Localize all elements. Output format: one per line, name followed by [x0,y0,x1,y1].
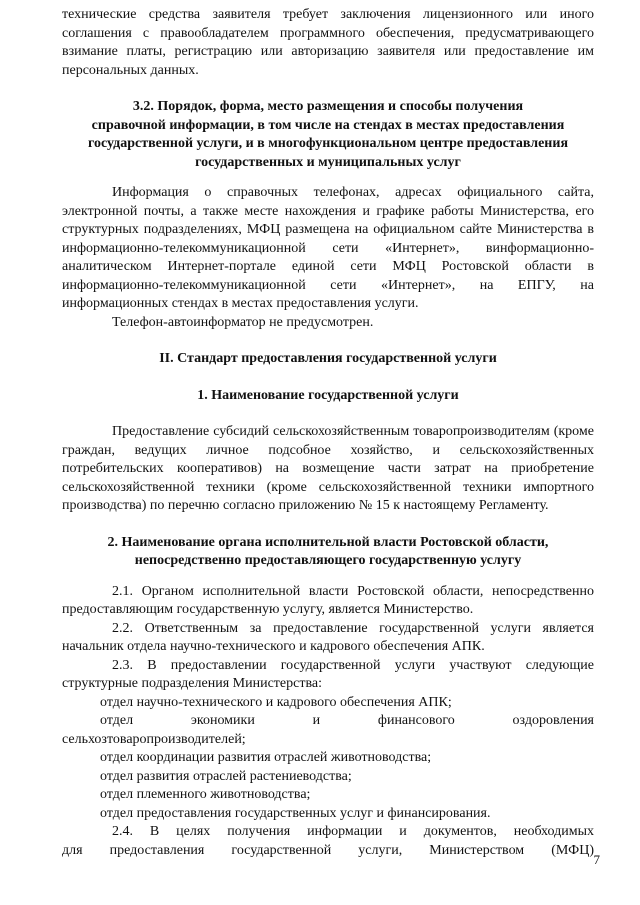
department-item: отдел предоставления государственных услуг и финансирования. [100,805,491,821]
paragraph-2-2: 2.2. Ответственным за предоставление государственной услуги является начальник отдела научно-технического и кадрового обеспечения АПК. [62,620,594,654]
section-2-heading: 2. Наименование органа исполнительной власти Ростовской области, непосредственно предоставляющего государственную услугу [107,534,549,568]
department-item-continuation: сельхозтоваропроизводителей; [62,731,246,747]
paragraph-2-4-line-2: для предоставления государственной услуги, Министерством (МФЦ) [62,842,594,858]
department-item: отдел племенного животноводства; [100,787,311,802]
section-1-paragraph: Предоставление субсидий сельскохозяйственным товаропроизводителям (кроме граждан, ведущих личное подсобное хозяйство, и сельскохозяйственных потребительских кооперативов) на возмещение части затрат на приобретение сельскохозяйственной техники (кроме сельскохозяйственной техники импортного производства) по перечню согласно приложению № 15 к настоящему Регламенту. [62,424,594,513]
paragraph-2-1: 2.1. Органом исполнительной власти Ростовской области, непосредственно предоставляющим государственную услугу, является Министерство. [62,583,594,617]
page-content [62,6,594,860]
section-3-2-heading: 3.2. Порядок, форма, место размещения и способы получения справочной информации, в том числе на стендах в местах предоставления государственной услуги, и в многофункциональном центре предоставления государственных и муниципальных услуг [87,99,569,170]
department-item: отдел координации развития отраслей животноводства; [100,750,432,765]
department-item: отдел развития отраслей растениеводства; [100,768,352,784]
page-number: 7 [593,852,600,867]
paragraph-2-3: 2.3. В предоставлении государственной услуги участвуют следующие структурные подразделения Министерства: [62,657,594,691]
department-item: отдел экономики и финансового оздоровления [100,713,594,728]
part-2-heading: II. Стандарт предоставления государственной услуги [159,351,497,366]
intro-paragraph: технические средства заявителя требует заключения лицензионного или иного соглашения с правообладателем программного обеспечения, предусматривающего взимание платы, регистрацию или авторизацию заявителя или предоставление им персональных данных. [62,7,594,78]
section-3-2-paragraph-2: Телефон-автоинформатор не предусмотрен. [112,314,374,330]
paragraph-2-4-line-1: 2.4. В целях получения информации и документов, необходимых [112,824,594,839]
section-1-heading: 1. Наименование государственной услуги [197,387,459,403]
section-3-2-paragraph-1: Информация о справочных телефонах, адресах официального сайта, электронной почты, а также месте нахождения и графике работы Министерства, его структурных подразделениях, МФЦ размещена на официальном сайте Министерства в информационно-телекоммуникационной сети «Интернет», винформационно-аналитическом Интернет-портале единой сети МФЦ Ростовской области в информационно-телекоммуникационной сети «Интернет», на ЕПГУ, на информационных стендах в местах предоставления услуги. [62,185,594,311]
department-item: отдел научно-технического и кадрового обеспечения АПК; [100,694,452,710]
